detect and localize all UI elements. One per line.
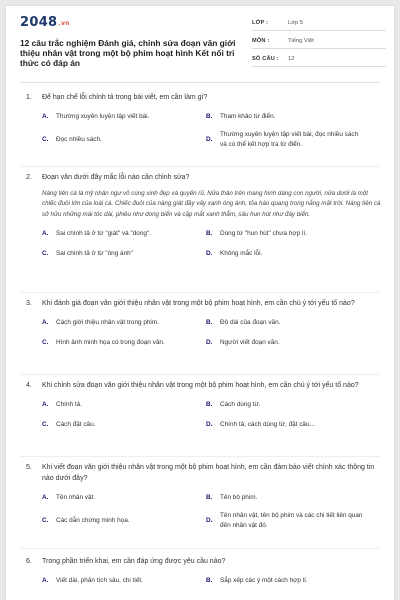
question-stem [20, 556, 382, 567]
option-b[interactable] [192, 574, 364, 588]
logo-suffix: .vn [58, 20, 70, 27]
option-text: Tên nhân vật. [56, 494, 96, 501]
option-text: Cách giới thiệu nhân vật trong phim. [56, 319, 159, 326]
option-d[interactable] [192, 418, 364, 432]
question-number: 3. [26, 300, 32, 307]
question-stem [20, 462, 382, 484]
option-d[interactable] [192, 247, 364, 261]
option-text: Cách dùng từ. [220, 401, 261, 408]
question-stem [20, 92, 382, 103]
option-text: Độ dài của đoạn văn. [220, 319, 281, 326]
option-text: Sắp xếp các ý một cách hợp lí. [220, 577, 308, 584]
option-c[interactable] [20, 511, 192, 531]
option-text: Đọc nhiều sách. [56, 136, 102, 143]
question-number: 2. [26, 174, 32, 181]
question-passage: Nàng tiên cá là mỹ nhân ngư vô cùng xinh đẹp và quyến rũ. Nửa thân trên mang hình dáng con người, nửa dưới là một chiếc đuôi lớn của loài cá. Chiếc đuôi của nàng giát đầy vảy xanh óng ánh, tỏa hào quang trong nắng mặt trời. Nàng tiên cá sở hữu những mái tóc dài, phiêu như dong biển và cặp mắt xanh thẳm, sâu hun hút như đáy biển. [42, 190, 381, 218]
option-a[interactable] [20, 110, 192, 124]
option-c[interactable] [20, 247, 192, 261]
question-divider [20, 166, 380, 167]
answer-options [20, 491, 382, 531]
option-d[interactable] [192, 511, 364, 531]
option-letter: C. [42, 421, 49, 428]
question-text: Khi đánh giá đoạn văn giới thiệu nhân vật trong một bộ phim hoạt hình, em cần chú ý tới yếu tố nào? [42, 300, 355, 307]
option-text: Người viết đoạn văn. [220, 339, 280, 346]
option-d[interactable] [192, 130, 364, 150]
option-letter: C. [42, 339, 49, 346]
meta-value: 12 [288, 56, 295, 62]
document-page [6, 6, 394, 600]
option-text: Viết dài, phân tích sâu, chi tiết. [56, 577, 143, 584]
question-divider [20, 374, 380, 375]
question-text: Trong phần triển khai, em cần đáp ứng được yêu cầu nào? [42, 558, 226, 565]
question-stem [20, 172, 382, 183]
document-title: 12 câu trắc nghiệm Đánh giá, chỉnh sửa đoạn văn giới thiệu nhân vật trong một bộ phim hoạt hình Kết nối tri thức có đáp án [20, 38, 236, 69]
meta-label: LỚP : [252, 20, 269, 26]
option-text: Sai chính tả ở từ "giát" và "dong". [56, 230, 151, 238]
question-5 [20, 462, 382, 531]
meta-row-grade [252, 16, 386, 31]
question-text: Để hạn chế lỗi chính tả trong bài viết, em cần làm gì? [42, 94, 208, 101]
site-logo[interactable] [20, 15, 70, 30]
option-letter: D. [206, 250, 213, 258]
document-header [6, 6, 394, 76]
option-text: Chính tả. [56, 401, 82, 408]
question-divider [20, 456, 380, 457]
option-text: Tham khảo từ điển. [220, 113, 276, 120]
option-a[interactable] [20, 316, 192, 330]
option-letter: B. [206, 577, 213, 584]
option-text: Sai chính tả ở từ "óng ánh" [56, 250, 133, 258]
option-letter: D. [206, 517, 213, 524]
option-text: Các dẫn chứng minh họa. [56, 517, 130, 524]
option-text: Chính tả, cách dùng từ, đặt câu... [220, 421, 315, 428]
question-number: 1. [26, 94, 32, 101]
answer-options [20, 398, 382, 432]
document-meta [252, 16, 386, 70]
option-a[interactable] [20, 227, 192, 241]
question-stem [20, 380, 382, 391]
option-c[interactable] [20, 130, 192, 150]
option-text: Không mắc lỗi. [220, 250, 263, 258]
option-letter: D. [206, 339, 213, 346]
meta-row-question-count [252, 52, 386, 67]
question-stem [20, 298, 382, 309]
meta-value: Lớp 5 [288, 20, 304, 26]
question-number: 6. [26, 558, 32, 565]
question-2 [20, 172, 382, 261]
option-b[interactable] [192, 398, 364, 412]
option-letter: B. [206, 319, 213, 326]
question-number: 5. [26, 464, 32, 471]
option-letter: B. [206, 401, 213, 408]
option-letter: C. [42, 517, 49, 524]
option-b[interactable] [192, 316, 364, 330]
question-divider [20, 548, 380, 549]
question-number: 4. [26, 382, 32, 389]
question-3 [20, 298, 382, 350]
option-a[interactable] [20, 491, 192, 505]
question-text: Khi chỉnh sửa đoạn văn giới thiệu nhân vật trong một bộ phim hoạt hình, em cần chú ý tới yếu tố nào? [42, 382, 359, 389]
option-letter: A. [42, 319, 49, 326]
answer-options [20, 110, 382, 150]
option-text: Cách đặt câu. [56, 421, 96, 428]
question-divider [20, 292, 380, 293]
option-d[interactable] [192, 336, 364, 350]
option-b[interactable] [192, 227, 364, 241]
option-letter: B. [206, 494, 213, 501]
option-b[interactable] [192, 110, 364, 124]
question-6 [20, 556, 382, 588]
question-text: Khi viết đoạn văn giới thiệu nhân vật trong một bộ phim hoạt hình, em cần đảm bảo viết chính xác thông tin nào dưới đây? [42, 464, 375, 482]
option-letter: A. [42, 230, 49, 238]
meta-value: Tiếng Việt [288, 38, 314, 44]
option-text: Thường xuyên luyện tập viết bài. [56, 113, 150, 120]
logo-text: 2048 [20, 15, 58, 30]
option-c[interactable] [20, 418, 192, 432]
option-a[interactable] [20, 574, 192, 588]
option-letter: D. [206, 421, 213, 428]
option-c[interactable] [20, 336, 192, 350]
option-letter: C. [42, 136, 49, 143]
option-letter: A. [42, 494, 49, 501]
answer-options [20, 316, 382, 350]
answer-options [20, 574, 382, 588]
option-letter: A. [42, 113, 49, 120]
option-letter: A. [42, 401, 49, 408]
question-text: Đoạn văn dưới đây mắc lỗi nào cần chỉnh sửa? [42, 174, 190, 181]
option-text: Thường xuyên luyện tập viết bài, đọc nhiều sách và có thể kết hợp tra từ điển. [220, 131, 359, 148]
option-letter: C. [42, 250, 49, 258]
option-a[interactable] [20, 398, 192, 412]
header-divider [20, 82, 380, 83]
option-letter: D. [206, 136, 213, 143]
question-4 [20, 380, 382, 432]
meta-label: SỐ CÂU : [252, 56, 279, 62]
option-letter: A. [42, 577, 49, 584]
option-text: Dùng từ "hun hút" chưa hợp lí. [220, 230, 307, 238]
option-b[interactable] [192, 491, 364, 505]
option-text: Tên bộ phim. [220, 494, 258, 501]
meta-row-subject [252, 34, 386, 49]
option-letter: B. [206, 230, 213, 238]
option-text: Hình ảnh minh họa có trong đoạn văn. [56, 339, 165, 346]
meta-label: MÔN : [252, 38, 270, 44]
answer-options [20, 227, 382, 261]
option-text: Tên nhân vật, tên bộ phim và các chi tiết liên quan đến nhân vật đó. [220, 512, 363, 529]
option-letter: B. [206, 113, 213, 120]
question-1 [20, 92, 382, 150]
